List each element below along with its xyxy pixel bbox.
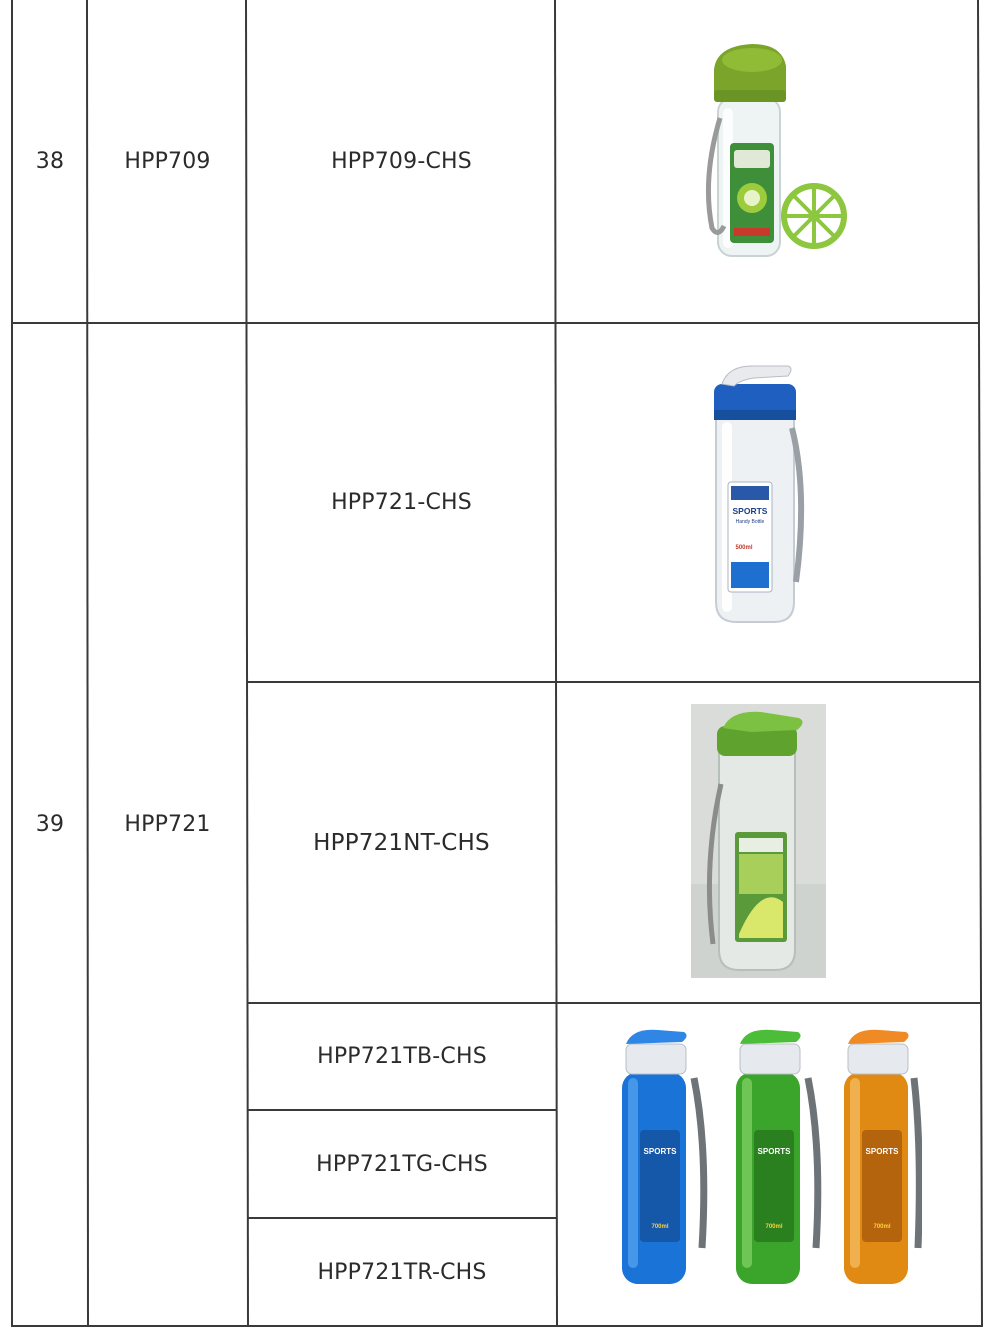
model-number: HPP721 [124,812,211,837]
bottle-blue [622,1030,704,1284]
product-photo-hpp709 [690,38,855,266]
label-capacity-text: 500ml [735,545,753,551]
label-sports-text: SPORTS [643,1147,677,1156]
bottle-label [728,482,772,592]
label-capacity-text: 700ml [873,1224,891,1230]
bottle-orange [844,1030,919,1284]
infuser-disc [784,186,844,246]
variant-code: HPP709-CHS [331,149,472,174]
label-sports-text: SPORTS [732,506,768,516]
product-photo-hpp721 [700,362,810,628]
bottle-green [736,1030,818,1284]
label-handy-text: Handy Bottle [735,519,765,525]
label-sports-text: SPORTS [865,1147,899,1156]
product-photo-hpp721nt [691,704,826,978]
bottle-label [730,143,774,243]
bottle-cap [714,44,786,102]
bottle-label [735,832,787,942]
model-number: HPP709 [124,149,211,174]
variant-code: HPP721NT-CHS [313,829,490,856]
row-number: 39 [35,812,65,837]
bottle-cap [714,366,796,420]
row-number: 38 [35,149,65,174]
label-capacity-text: 700ml [765,1224,783,1230]
variant-code: HPP721TG-CHS [316,1151,488,1177]
variant-code: HPP721TR-CHS [317,1259,487,1285]
label-sports-text: SPORTS [757,1147,791,1156]
variant-code: HPP721TB-CHS [317,1044,487,1069]
variant-code: HPP721-CHS [331,490,472,515]
product-photo-hpp721-tinted [618,1028,922,1290]
label-capacity-text: 700ml [651,1224,669,1230]
